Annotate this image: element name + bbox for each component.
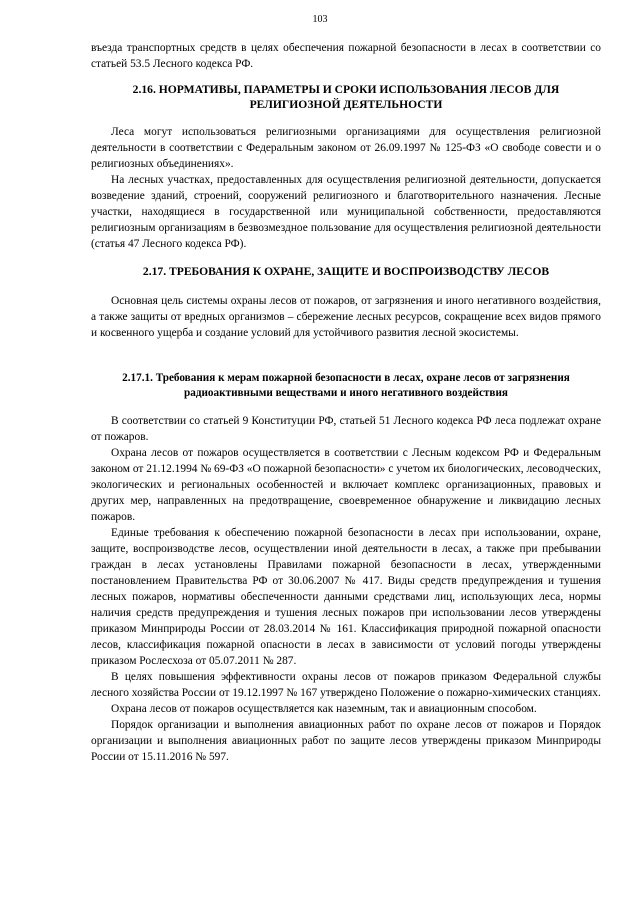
section-2-17-1-paragraph-1: В соответствии со статьей 9 Конституции РФ, статьей 51 Лесного кодекса РФ леса подлежат охране от пожаров. [91, 415, 601, 443]
section-2-17-title: 2.17. ТРЕБОВАНИЯ К ОХРАНЕ, ЗАЩИТЕ И ВОСПРОИЗВОДСТВУ ЛЕСОВ [142, 265, 550, 278]
section-2-16-title: 2.16. НОРМАТИВЫ, ПАРАМЕТРЫ И СРОКИ ИСПОЛЬЗОВАНИЯ ЛЕСОВ ДЛЯ РЕЛИГИОЗНОЙ ДЕЯТЕЛЬНОСТИ [132, 83, 560, 111]
section-2-17-1-paragraph-2: Охрана лесов от пожаров осуществляется в соответствии с Лесным кодексом РФ и Федеральным законом от 21.12.1994 № 69-ФЗ «О пожарной безопасности» с учетом их биологических, лесоводческих, экологических и региональных особенностей и включает комплекс организационных, правовых и других мер, направленных на предотвращение, своевременное обнаружение и ликвидацию лесных пожаров. [91, 447, 601, 523]
continuation-paragraph: въезда транспортных средств в целях обеспечения пожарной безопасности в лесах в соответствии со статьей 53.5 Лесного кодекса РФ. [91, 42, 601, 70]
section-2-17-paragraph-1: Основная цель системы охраны лесов от пожаров, от загрязнения и иного негативного воздействия, а также защиты от вредных организмов – сбережение лесных ресурсов, сокращение всех видов прямого и косвенного ущерба и создание условий для устойчивого развития лесной экосистемы. [91, 295, 601, 339]
section-2-16-paragraph-1: Леса могут использоваться религиозными организациями для осуществления религиозной деятельности в соответствии с Федеральным законом от 26.09.1997 № 125-ФЗ «О свободе совести и о религиозных объединениях». [91, 126, 601, 170]
section-2-17-1-paragraph-3: Единые требования к обеспечению пожарной безопасности в лесах при использовании, охране, защите, воспроизводстве лесов, осуществлении иной деятельности в лесах, а также при пребывании граждан в лесах установлены Правилами пожарной безопасности в лесах, утвержденными постановлением Правительства РФ от 30.06.2007 № 417. Виды средств предупреждения и тушения лесных пожаров, нормативы обеспеченности данными средствами лиц, использующих леса, нормы наличия средств предупреждения и тушения лесных пожаров при использовании лесов утверждены приказом Минприроды России от 28.03.2014 № 161. Классификация природной пожарной опасности лесов, классификация пожарной опасности в лесах в зависимости от условий погоды утверждены приказом Рослесхоза от 05.07.2011 № 287. [91, 527, 601, 667]
page-number: 103 [312, 14, 328, 25]
section-2-17-1-paragraph-4: В целях повышения эффективности охраны лесов от пожаров приказом Федеральной службы лесного хозяйства России от 19.12.1997 № 167 утверждено Положение о пожарно-химических станциях. [91, 671, 601, 699]
document-body [91, 40, 601, 765]
section-2-17-1-title: 2.17.1. Требования к мерам пожарной безопасности в лесах, охране лесов от загрязнения радиоактивными веществами и иного негативного воздействия [122, 372, 570, 399]
section-2-16-paragraph-2: На лесных участках, предоставленных для осуществления религиозной деятельности, допускается возведение зданий, строений, сооружений религиозного и благотворительного назначения. Лесные участки, находящиеся в государственной или муниципальной собственности, предоставляются религиозным организациям в безвозмездное пользование для осуществления религиозной деятельности (статья 47 Лесного кодекса РФ). [91, 174, 601, 250]
section-2-17-1-paragraph-5: Охрана лесов от пожаров осуществляется как наземным, так и авиационным способом. [111, 703, 537, 715]
section-2-17-1-paragraph-6: Порядок организации и выполнения авиационных работ по охране лесов от пожаров и Порядок организации и выполнения авиационных работ по защите лесов утверждены приказом Минприроды России от 15.11.2016 № 597. [91, 719, 601, 763]
